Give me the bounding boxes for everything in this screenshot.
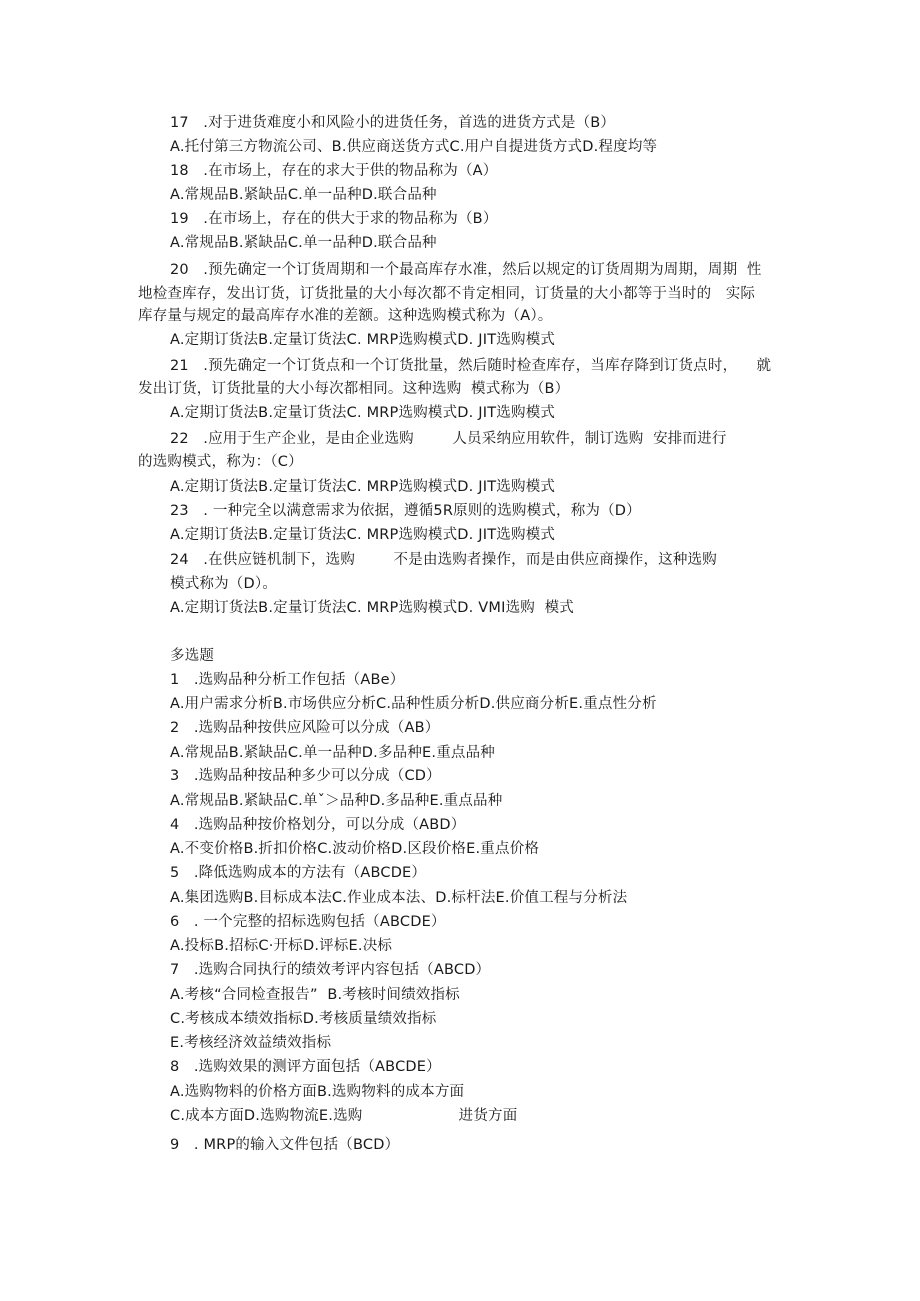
multi-question-6-options: A.投标B.招标C·开标D.评标E.决标 (170, 938, 393, 954)
multi-question-7: 7 .选购合同执行的绩效考评内容包括（ABCD） (170, 962, 491, 978)
question-20-line-3: 库存量与规定的最高库存水准的差额。这种选购模式称为（A）。 (138, 308, 553, 324)
question-17: 17 .对于进货难度小和风险小的进货任务，首选的进货方式是（B） (170, 115, 616, 131)
question-24-options: A.定期订货法B.定量订货法C. MRP选购模式D. VMI选购 模式 (170, 600, 575, 616)
multi-question-7-option-line-3: E.考核经济效益绩效指标 (170, 1035, 332, 1051)
multi-question-4-options: A.不变价格B.折扣价格C.波动价格D.区段价格E.重点价格 (170, 841, 540, 857)
question-20-options: A.定期订货法B.定量订货法C. MRP选购模式D. JIT选购模式 (170, 332, 556, 348)
question-24-line-1: 24 .在供应链机制下，选购 不是由选购者操作，而是由供应商操作，这种选购 (170, 552, 717, 568)
multi-question-7-option-line-1: A.考核“合同检查报告” B.考核时间绩效指标 (170, 987, 460, 1003)
multi-question-8: 8 .选购效果的测评方面包括（ABCDE） (170, 1059, 441, 1075)
multi-question-2-options: A.常规品B.紧缺品C.单一品种D.多品种E.重点品种 (170, 745, 496, 761)
question-19: 19 .在市场上，存在的供大于求的物品称为（B） (170, 211, 498, 227)
question-21-options: A.定期订货法B.定量订货法C. MRP选购模式D. JIT选购模式 (170, 405, 556, 421)
multi-question-2: 2 .选购品种按供应风险可以分成（AB） (170, 720, 440, 736)
multi-question-9: 9 . MRP的输入文件包括（BCD） (170, 1137, 400, 1153)
multi-question-3: 3 .选购品种按品种多少可以分成（CD） (170, 768, 441, 784)
question-18: 18 .在市场上，存在的求大于供的物品称为（A） (170, 163, 498, 179)
multi-question-6: 6 . 一个完整的招标选购包括（ABCDE） (170, 914, 446, 930)
multi-question-5: 5 .降低选购成本的方法有（ABCDE） (170, 865, 427, 881)
multi-question-5-options: A.集团选购B.目标成本法C.作业成本法、D.标杆法E.价值工程与分析法 (170, 890, 628, 906)
multi-question-7-option-line-2: C.考核成本绩效指标D.考核质量绩效指标 (170, 1011, 437, 1027)
question-24-line-2: 模式称为（D）。 (170, 576, 278, 592)
multi-question-8-option-line-2: C.成本方面D.选购物流E.选购 进货方面 (170, 1108, 518, 1124)
multi-question-1: 1 .选购品种分析工作包括（ABe） (170, 672, 405, 688)
question-19-options: A.常规品B.紧缺品C.单一品种D.联合品种 (170, 235, 437, 251)
section-heading-multi-choice: 多选题 (170, 648, 215, 664)
question-20-line-1: 20 .预先确定一个订货周期和一个最高库存水准，然后以规定的订货周期为周期，周期 性 (170, 262, 762, 278)
question-22-line-2: 的选购模式，称为：（C） (138, 454, 303, 470)
question-21-line-1: 21 .预先确定一个订货点和一个订货批量，然后随时检查库存，当库存降到订货点时， 就 (170, 358, 772, 374)
question-20-line-2: 地检查库存，发出订货，订货批量的大小每次都不肯定相同，订货量的大小都等于当时的 实际 (138, 286, 756, 302)
question-22-line-1: 22 .应用于生产企业，是由企业选购 人员采纳应用软件，制订选购 安排而进行 (170, 431, 727, 447)
question-17-options: A.托付第三方物流公司、B.供应商送货方式C.用户自提进货方式D.程度均等 (170, 139, 658, 155)
question-23-options: A.定期订货法B.定量订货法C. MRP选购模式D. JIT选购模式 (170, 527, 556, 543)
multi-question-1-options: A.用户需求分析B.市场供应分析C.品种性质分析D.供应商分析E.重点性分析 (170, 696, 657, 712)
multi-question-4: 4 .选购品种按价格划分，可以分成（ABD） (170, 817, 466, 833)
question-21-line-2: 发出订货，订货批量的大小每次都相同。这种选购 模式称为（B） (138, 381, 570, 397)
question-22-options: A.定期订货法B.定量订货法C. MRP选购模式D. JIT选购模式 (170, 479, 556, 495)
multi-question-8-option-line-1: A.选购物料的价格方面B.选购物料的成本方面 (170, 1084, 465, 1100)
question-23: 23 . 一种完全以满意需求为依据，遵循5R原则的选购模式，称为（D） (170, 503, 641, 519)
question-18-options: A.常规品B.紧缺品C.单一品种D.联合品种 (170, 187, 437, 203)
multi-question-3-options: A.常规品B.紧缺品C.单ˇ＞品种D.多品种E.重点品种 (170, 793, 503, 809)
